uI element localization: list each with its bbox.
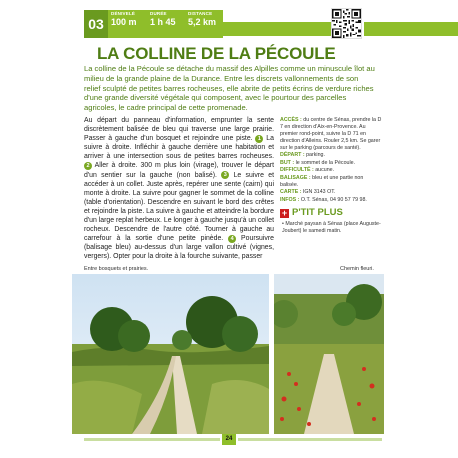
step-badge: 4 (228, 235, 236, 243)
photo-caption-right: Chemin fleuri. (340, 266, 374, 272)
info-row (280, 152, 382, 159)
stat-label: DISTANCE (188, 11, 213, 16)
footer-bar (84, 438, 220, 441)
directions-part: Au départ du panneau d'information, emprunter la sente discrètement balisée de bleu qui traverse une large prairie. Passer à gauche d'un bosquet et rejoindre une piste. (84, 117, 274, 143)
info-text: O.T. Sénas, 04 90 57 79 98. (299, 196, 367, 203)
stat-value: 5,2 km (188, 17, 217, 27)
stat-value: 100 m (111, 17, 137, 27)
info-text: parking. (304, 152, 325, 159)
ptit-plus-text: • Marché paysan à Sénas (place Auguste-Joubert) le samedi matin. (282, 221, 381, 235)
ptit-plus-title: P'TIT PLUS (292, 207, 343, 219)
info-text: bleu et une partie non balisée. (280, 174, 364, 188)
directions-part: Le suivre et accéder à un collet. Juste après, repérer une sente (cairn) qui monte à droite. La suivre pour gagner le sommet de la colline (table d'orientation). Descendre en suivant le bord des crêtes et rejoindre la piste. La suivre à gauche et atteindre la bordure d'un large replat herbeux. Le longer à gauche jusqu'à un collet rocheux. Descendre de l'autre côté. Tourner à gauche au carrefour à la sortie d'une petite pinède. (84, 171, 274, 243)
step-badge: 3 (221, 171, 229, 179)
directions-text (84, 116, 274, 262)
stat-label: DÉNIVELÉ (111, 11, 136, 16)
info-key: BALISAGE : (280, 174, 311, 181)
stat-label: DURÉE (150, 11, 167, 16)
step-badge: 1 (255, 135, 263, 143)
practical-info (280, 117, 382, 235)
info-row (280, 175, 382, 189)
info-key: CARTE : (280, 189, 302, 196)
intro-paragraph: La colline de la Pécoule se détache du massif des Alpilles comme un minuscule îlot au milieu de la grande plaine de la Durance. Entre les discrets vallonnements de son relief sculpté de petites barres rocheuses, elle abrite de petits écrins de verdure riches d'une grande diversité végétale qui composent, avec le pourtour des parcelles agricoles, le cadre principal de cette promenade. (84, 64, 375, 113)
info-text: le sommet de la Pécoule. (294, 159, 356, 166)
ptit-plus-header (280, 209, 382, 218)
info-text: du centre de Sénas, prendre la D 7 en direction d'Aix-en-Provence. Au premier rond-point, suivre la D 71 en direction d'Alleins. Rouler 2,5 km. Se garer sur le parking (parcours de santé). (280, 117, 382, 151)
qr-code-icon[interactable] (331, 8, 362, 39)
footer-bar (238, 438, 382, 441)
info-text: aucune. (313, 167, 335, 174)
photo-meadow-path (72, 274, 269, 434)
photo-flower-path (274, 274, 384, 434)
page-title: LA COLLINE DE LA PÉCOULE (97, 44, 336, 63)
info-key: ACCÈS : (280, 117, 302, 123)
info-row (280, 197, 382, 204)
walk-number: 03 (84, 10, 108, 38)
info-row (280, 189, 382, 196)
directions-part: La suivre à droite. Infléchir à gauche derrière une habitation et arriver à une intersection sous de petites barres rocheuses. (84, 135, 274, 161)
stat-value: 1 h 45 (150, 17, 176, 27)
step-badge: 2 (84, 162, 92, 170)
stat-elevation (111, 11, 137, 27)
info-row (280, 167, 382, 174)
info-row (280, 160, 382, 167)
info-key: DÉPART : (280, 152, 305, 159)
page-number: 24 (222, 434, 236, 445)
ptit-plus-box (280, 209, 382, 235)
header-bar-right (364, 22, 458, 36)
directions-part: Poursuivre (balisage bleu) au-dessus d'un large vallon cultivé (vignes, vergers). Opter pour la droite à la fourche suivante, passer (84, 235, 274, 261)
plus-icon: + (281, 208, 288, 219)
stat-duration (150, 11, 176, 27)
info-key: DIFFICULTÉ : (280, 167, 314, 174)
photo-caption-left: Entre bosquets et prairies. (84, 266, 149, 272)
info-key: INFOS : (280, 196, 300, 203)
directions-part: Aller à droite. 300 m plus loin (virage), trouver le départ d'un sentier sur la gauche (non balisé). (84, 162, 274, 179)
info-row (280, 117, 382, 152)
stat-distance (188, 11, 216, 27)
info-text: IGN 3143 OT. (301, 189, 336, 196)
info-key: BUT : (280, 159, 295, 166)
